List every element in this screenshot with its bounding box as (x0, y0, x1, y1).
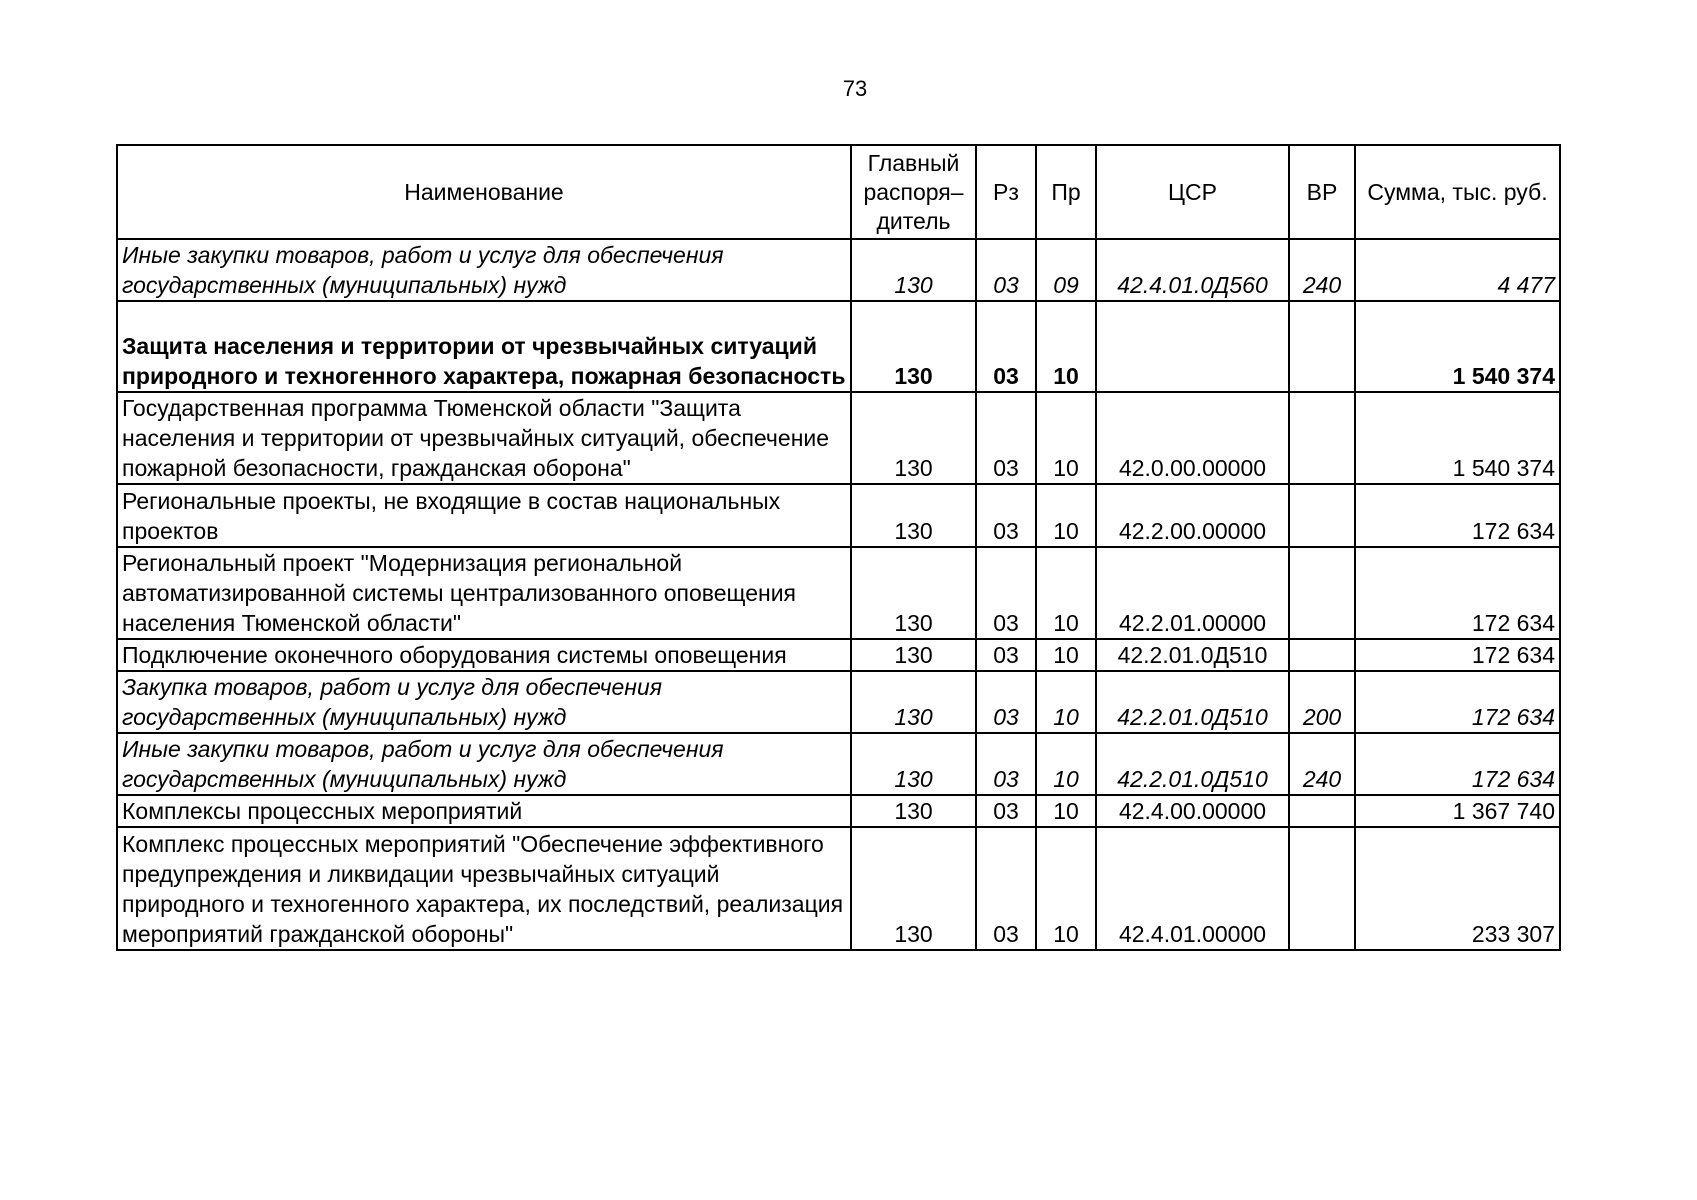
table-row (117, 301, 1560, 392)
row-name: Подключение оконечного оборудования системы оповещения (117, 639, 851, 671)
row-main-manager: 130 (851, 795, 976, 827)
row-name: Государственная программа Тюменской области "Защита населения и территории от чрезвычайных ситуаций, обеспечение пожарной безопасности, гражданская оборона" (117, 392, 851, 484)
row-vr (1289, 301, 1355, 392)
row-sum: 1 540 374 (1355, 392, 1560, 484)
row-pr: 10 (1036, 733, 1096, 795)
row-pr: 10 (1036, 392, 1096, 484)
header-pr: Пр (1036, 145, 1096, 239)
row-rz: 03 (976, 795, 1036, 827)
table-row (117, 795, 1560, 827)
row-rz: 03 (976, 671, 1036, 733)
row-rz: 03 (976, 484, 1036, 547)
row-pr: 10 (1036, 547, 1096, 639)
row-main-manager: 130 (851, 639, 976, 671)
table-row (117, 239, 1560, 301)
budget-table (116, 144, 1561, 951)
row-vr (1289, 827, 1355, 950)
header-rz: Рз (976, 145, 1036, 239)
row-sum: 1 540 374 (1355, 301, 1560, 392)
row-vr (1289, 639, 1355, 671)
row-vr (1289, 795, 1355, 827)
row-sum: 1 367 740 (1355, 795, 1560, 827)
row-csr: 42.2.01.0Д510 (1096, 733, 1289, 795)
row-main-manager: 130 (851, 484, 976, 547)
row-main-manager: 130 (851, 392, 976, 484)
row-sum: 172 634 (1355, 733, 1560, 795)
header-main-manager: Главный распоря–дитель (851, 145, 976, 239)
header-name: Наименование (117, 145, 851, 239)
table-row (117, 547, 1560, 639)
header-sum: Сумма, тыс. руб. (1355, 145, 1560, 239)
row-rz: 03 (976, 239, 1036, 301)
row-name: Региональные проекты, не входящие в состав национальных проектов (117, 484, 851, 547)
row-vr: 240 (1289, 239, 1355, 301)
row-name: Защита населения и территории от чрезвычайных ситуаций природного и техногенного характера, пожарная безопасность (117, 301, 851, 392)
row-csr: 42.2.01.0Д510 (1096, 639, 1289, 671)
row-name: Региональный проект "Модернизация региональной автоматизированной системы централизованного оповещения населения Тюменской области" (117, 547, 851, 639)
row-csr: 42.4.00.00000 (1096, 795, 1289, 827)
row-sum: 233 307 (1355, 827, 1560, 950)
row-pr: 10 (1036, 795, 1096, 827)
row-sum: 172 634 (1355, 484, 1560, 547)
row-rz: 03 (976, 639, 1036, 671)
row-csr: 42.4.01.00000 (1096, 827, 1289, 950)
row-rz: 03 (976, 301, 1036, 392)
row-sum: 172 634 (1355, 671, 1560, 733)
row-vr: 240 (1289, 733, 1355, 795)
row-csr: 42.2.01.00000 (1096, 547, 1289, 639)
row-name: Комплексы процессных мероприятий (117, 795, 851, 827)
row-pr: 10 (1036, 639, 1096, 671)
row-vr (1289, 484, 1355, 547)
row-csr: 42.2.01.0Д510 (1096, 671, 1289, 733)
table-row (117, 827, 1560, 950)
table-row (117, 639, 1560, 671)
row-name: Закупка товаров, работ и услуг для обеспечения государственных (муниципальных) нужд (117, 671, 851, 733)
row-sum: 4 477 (1355, 239, 1560, 301)
row-rz: 03 (976, 827, 1036, 950)
row-rz: 03 (976, 733, 1036, 795)
row-main-manager: 130 (851, 671, 976, 733)
row-name: Иные закупки товаров, работ и услуг для обеспечения государственных (муниципальных) нужд (117, 733, 851, 795)
table-row (117, 733, 1560, 795)
row-pr: 09 (1036, 239, 1096, 301)
row-main-manager: 130 (851, 547, 976, 639)
row-main-manager: 130 (851, 733, 976, 795)
header-csr: ЦСР (1096, 145, 1289, 239)
row-name: Иные закупки товаров, работ и услуг для обеспечения государственных (муниципальных) нужд (117, 239, 851, 301)
page-number: 73 (842, 76, 868, 101)
row-sum: 172 634 (1355, 547, 1560, 639)
row-csr: 42.4.01.0Д560 (1096, 239, 1289, 301)
row-vr: 200 (1289, 671, 1355, 733)
row-main-manager: 130 (851, 301, 976, 392)
table-row (117, 484, 1560, 547)
row-pr: 10 (1036, 301, 1096, 392)
row-rz: 03 (976, 392, 1036, 484)
row-vr (1289, 547, 1355, 639)
row-sum: 172 634 (1355, 639, 1560, 671)
table-row (117, 392, 1560, 484)
row-csr (1096, 301, 1289, 392)
row-main-manager: 130 (851, 239, 976, 301)
header-vr: ВР (1289, 145, 1355, 239)
row-main-manager: 130 (851, 827, 976, 950)
row-csr: 42.2.00.00000 (1096, 484, 1289, 547)
row-rz: 03 (976, 547, 1036, 639)
row-csr: 42.0.00.00000 (1096, 392, 1289, 484)
row-pr: 10 (1036, 484, 1096, 547)
table-header-row (117, 145, 1560, 239)
table-row (117, 671, 1560, 733)
row-name: Комплекс процессных мероприятий "Обеспечение эффективного предупреждения и ликвидации чрезвычайных ситуаций природного и техногенного характера, их последствий, реализация мероприятий гражданской обороны" (117, 827, 851, 950)
row-pr: 10 (1036, 671, 1096, 733)
row-vr (1289, 392, 1355, 484)
row-pr: 10 (1036, 827, 1096, 950)
